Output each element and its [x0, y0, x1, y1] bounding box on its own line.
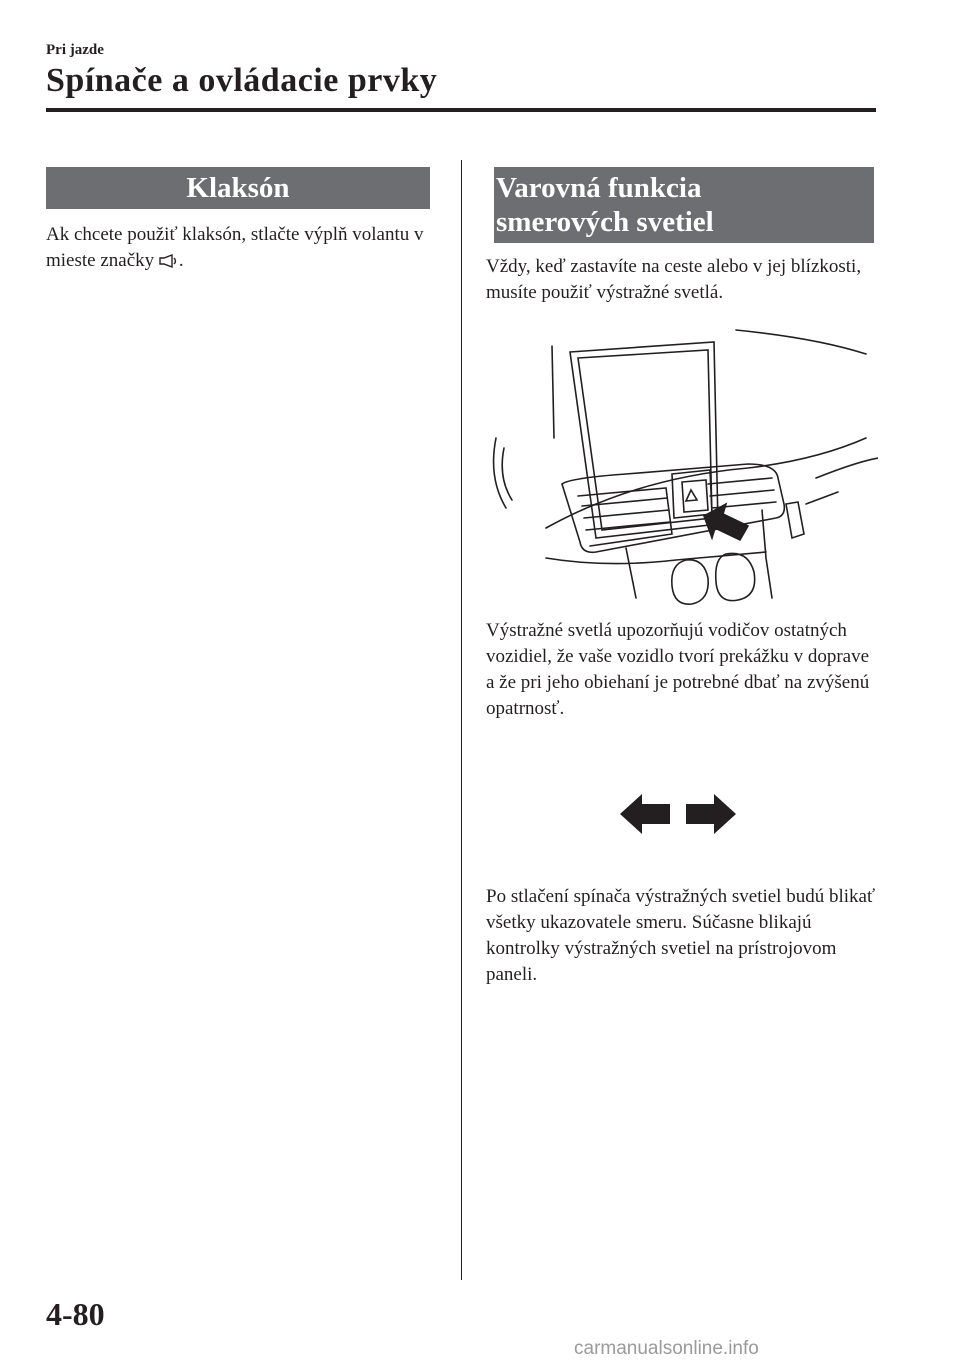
watermark: carmanualsonline.info	[574, 1338, 759, 1359]
turn-signal-arrows-icon	[618, 792, 738, 836]
hazard-paragraph-2: Výstražné svetlá upozorňujú vodičov ostatných vozidiel, že vaše vozidlo tvorí prekážku v doprave a že pri jeho obiehaní je potrebné dbať na zvýšenú opatrnosť.	[486, 620, 870, 719]
column-divider	[461, 160, 462, 1280]
chapter-label: Pri jazde	[46, 42, 104, 58]
section-heading-hazard	[494, 167, 874, 243]
hazard-paragraph-3: Po stlačení spínača výstražných svetiel budú blikať všetky ukazovatele smeru. Súčasne blikajú kontrolky výstražných svetiel na prístrojovom paneli.	[486, 886, 876, 985]
horn-icon	[159, 250, 179, 276]
hazard-paragraph-1: Vždy, keď zastavíte na ceste alebo v jej blízkosti, musíte použiť výstražné svetlá.	[486, 256, 862, 303]
page-title: Spínače a ovládacie prvky	[46, 62, 438, 99]
page-number: 4-80	[46, 1296, 105, 1332]
section-heading-horn: Klaksón	[46, 167, 430, 209]
horn-paragraph	[46, 222, 441, 276]
hazard-switch-illustration	[486, 328, 878, 612]
section-heading-line1: Varovná funkcia	[496, 172, 702, 204]
section-heading-line2: smerových svetiel	[496, 206, 714, 238]
header-rule	[46, 108, 876, 112]
horn-paragraph-text: Ak chcete použiť klaksón, stlačte výplň volantu v mieste značky	[46, 224, 424, 271]
horn-paragraph-end: .	[178, 250, 184, 271]
